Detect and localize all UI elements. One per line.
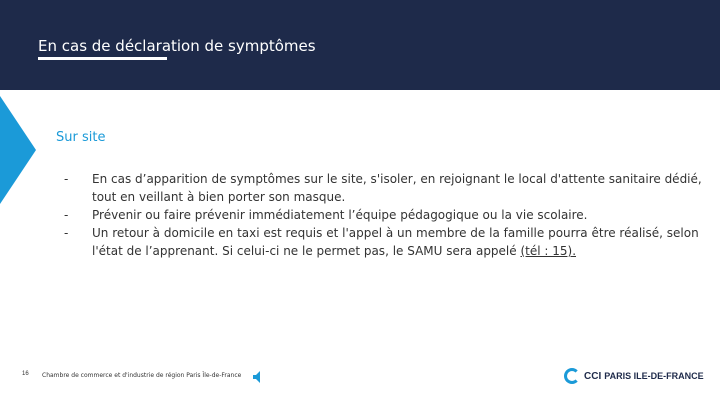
bullet-dash: -	[64, 208, 69, 222]
bullet-item	[64, 224, 704, 260]
bullet-text: En cas d’apparition de symptômes sur le site, s'isoler, en rejoignant le local d'attente sanitaire dédié, tout en veillant à bien porter son masque.	[92, 172, 702, 204]
bullet-item	[64, 170, 704, 206]
footer-text: Chambre de commerce et d'industrie de région Paris Île-de-France	[42, 372, 242, 379]
title-underline	[38, 57, 167, 60]
bullet-list	[64, 170, 704, 260]
logo-region-text: PARIS ILE-DE-FRANCE	[604, 371, 704, 381]
cci-logo	[564, 368, 704, 384]
section-title: Sur site	[56, 130, 106, 145]
page-title: En cas de déclaration de symptômes	[38, 37, 316, 55]
accent-triangle	[0, 96, 36, 204]
bullet-text: Un retour à domicile en taxi est requis et l'appel à un membre de la famille pourra être réalisé, selon l'état de l’apprenant. Si celui-ci ne le permet pas, le SAMU sera appelé	[92, 226, 699, 258]
speaker-icon[interactable]	[253, 370, 263, 388]
bullet-text-container	[92, 224, 704, 260]
bullet-dash: -	[64, 226, 69, 240]
logo-cci-text: CCI	[584, 370, 602, 382]
bullet-dash: -	[64, 172, 69, 186]
bullet-item	[64, 206, 704, 224]
bullet-text: Prévenir ou faire prévenir immédiatement l’équipe pédagogique ou la vie scolaire.	[92, 208, 588, 222]
samu-phone-link[interactable]: (tél : 15).	[520, 244, 577, 258]
page-number: 16	[22, 371, 29, 377]
cci-logo-mark	[564, 368, 580, 384]
